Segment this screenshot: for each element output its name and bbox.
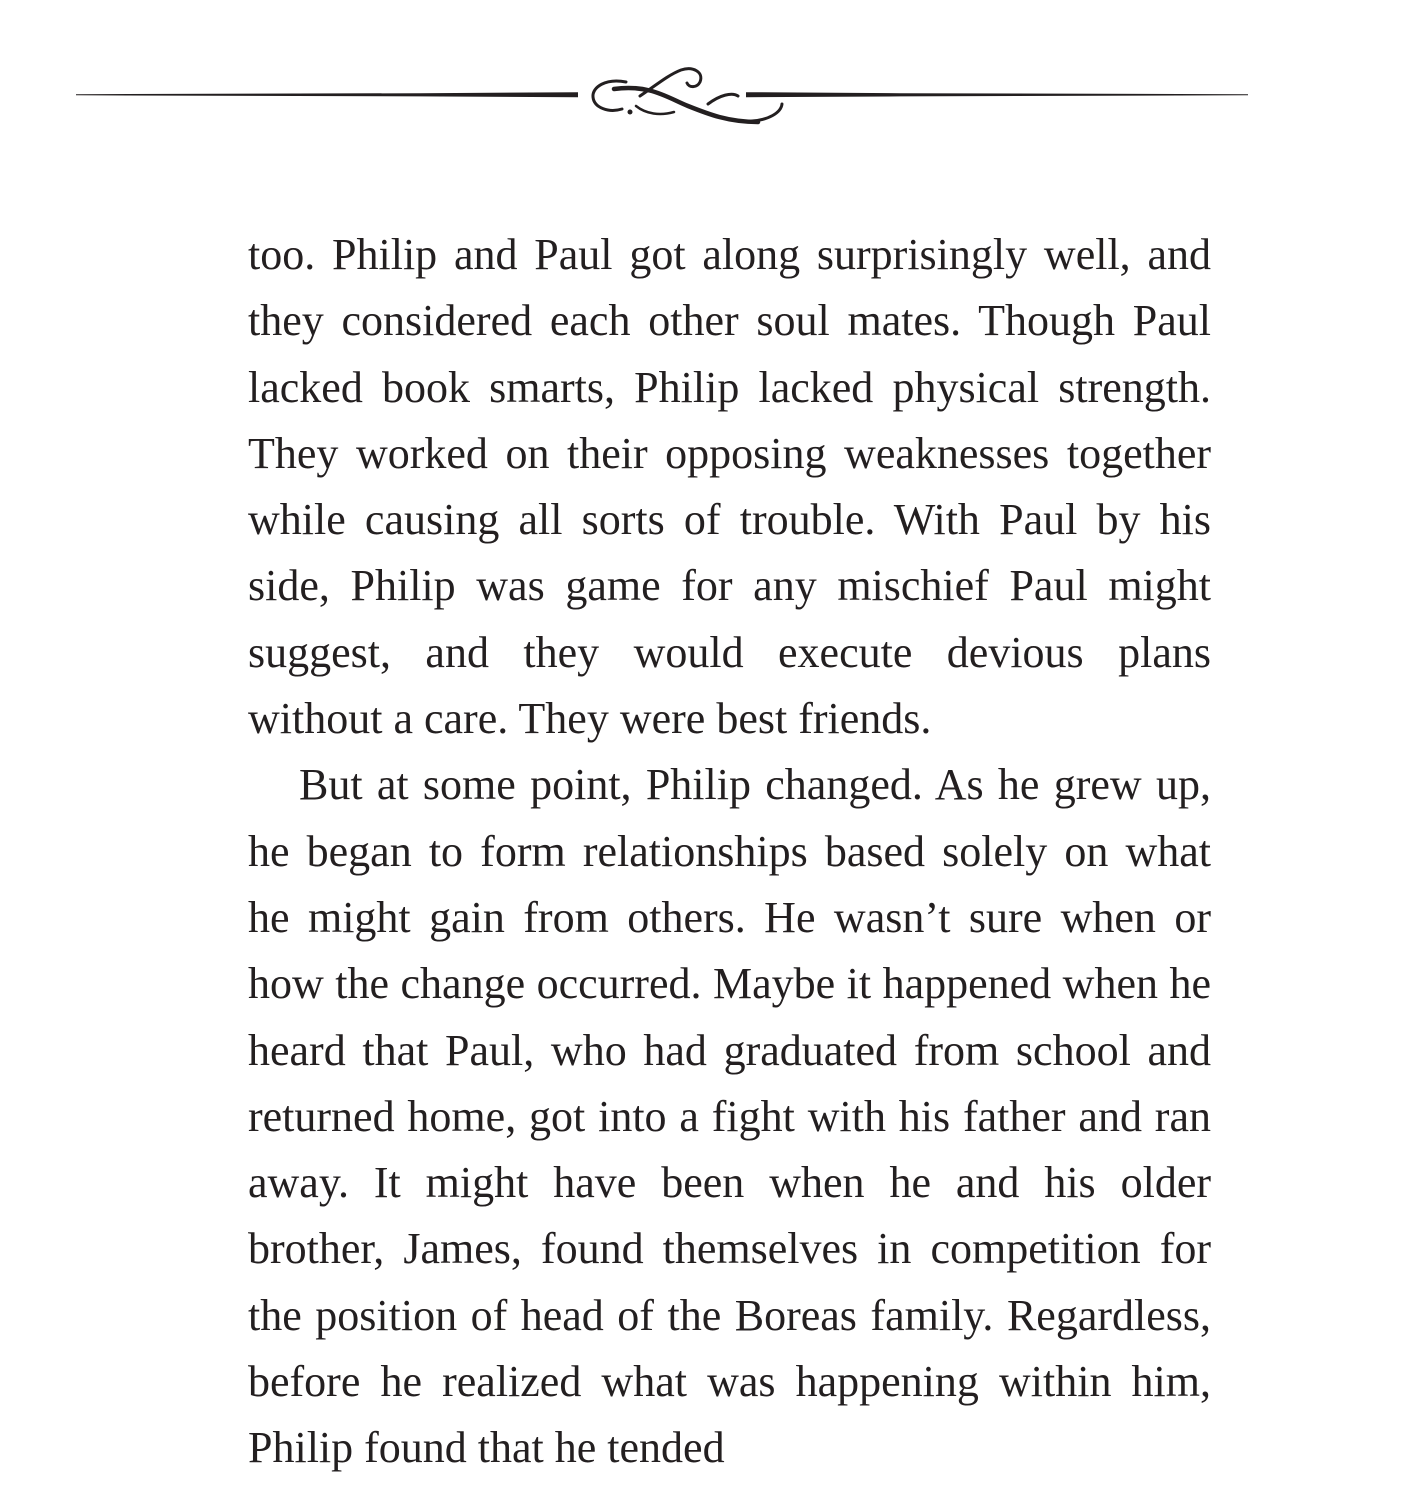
paragraph-1: too. Philip and Paul got along surprisingly well, and they considered each other soul mates. Though Paul lacked book smarts, Philip lacked physical strength. They worked on their opposing weaknesses together while causing all sorts of trouble. With Paul by his side, Philip was game for any mischief Paul might suggest, and they would execute devious plans without a care. They were best friends. <box>248 230 1211 744</box>
body-text <box>248 222 1211 1482</box>
flourish-divider-icon <box>0 0 1404 160</box>
paragraph-2: But at some point, Philip changed. As he grew up, he began to form relationships based solely on what he might gain from others. He wasn’t sure when or how the change occurred. Maybe it happened when he heard that Paul, who had graduated from school and returned home, got into a fight with his father and ran away. It might have been when he and his older brother, James, found themselves in competition for the position of head of the Boreas family. Regardless, before he realized what was happening within him, Philip found that he tended <box>248 760 1211 1473</box>
